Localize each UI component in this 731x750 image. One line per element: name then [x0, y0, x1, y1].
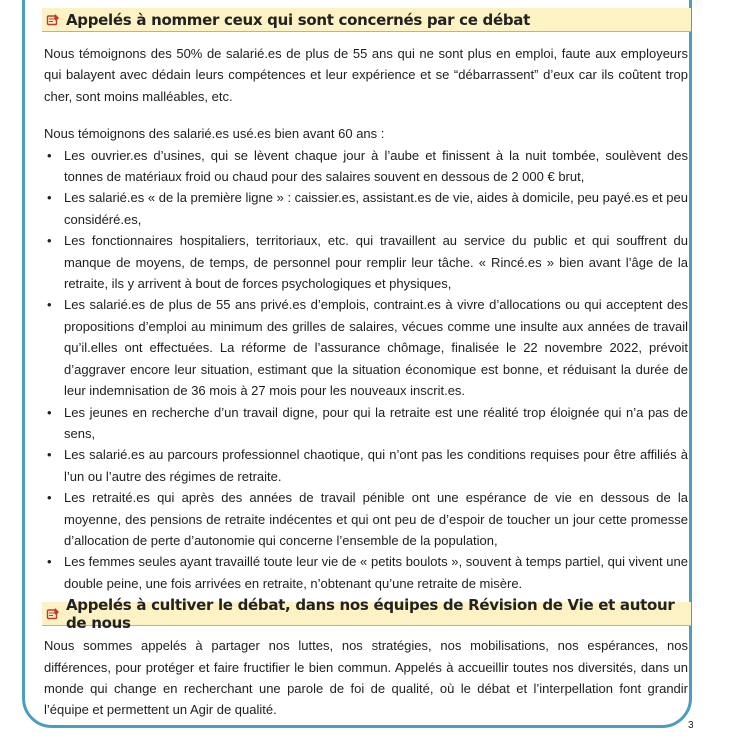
- list-item-text: Les salarié.es « de la première ligne » : caissier.es, assistant.es de vie, aides à domicile, peu payé.es et peu considéré.es,: [64, 190, 688, 227]
- list-item: [44, 187, 688, 230]
- concerned-list: [44, 145, 688, 595]
- list-item: [44, 294, 688, 401]
- list-item: [44, 230, 688, 294]
- list-item-text: Les salarié.es de plus de 55 ans privé.es d’emplois, contraint.es à vivre d’allocations ou qui acceptent des propositions d’emploi au minimum des grilles de salaires, vécues comme une insulte aux années de travail qu’il.elles ont effectuées. La réforme de l’assurance chômage, finalisée le 22 novembre 2022, prévoit d’aggraver encore leur situation, estimant que la situation économique est bonne, et réduisant la durée de leur indemnisation de 36 mois à 27 mois pour les nouveaux inscrit.es.: [64, 297, 688, 399]
- bullet-icon: •: [47, 490, 52, 506]
- section-2-header: [42, 595, 691, 632]
- list-item: [44, 444, 688, 487]
- section-1-list-intro: Nous témoignons des salarié.es usé.es bien avant 60 ans :: [44, 126, 385, 142]
- list-item: [44, 402, 688, 445]
- list-item: [44, 145, 688, 188]
- bullet-icon: •: [47, 147, 52, 163]
- list-item-text: Les ouvrier.es d’usines, qui se lèvent chaque jour à l’aube et finissent à la nuit tombée, soulèvent des tonnes de matériaux froid ou chaud pour des salaires souvent en dessous de 2 000 € brut,: [64, 147, 688, 185]
- list-item-text: Les femmes seules ayant travaillé toute leur vie de « petits boulots », souvent à temps partiel, qui vivent une double peine, une fois arrivées en retraite, n’obtenant qu’une retraite de misère.: [64, 554, 688, 591]
- list-item: [44, 551, 688, 594]
- section-1-title: Appelés à nommer ceux qui sont concernés par ce débat: [66, 10, 530, 29]
- section-1-header: [42, 8, 691, 32]
- bullet-icon: •: [47, 190, 52, 206]
- section-1-intro: Nous témoignons des 50% de salarié.es de plus de 55 ans qui ne sont plus en emploi, faute aux employeurs qui balayent avec dédain leurs compétences et leur expérience et se “débarrassent” d’eux car ils coûtent trop cher, sont moins malléables, etc.: [44, 46, 688, 104]
- bullet-icon: •: [47, 447, 52, 463]
- bullet-icon: •: [47, 404, 52, 420]
- page-number: 3: [688, 720, 694, 731]
- bullet-icon: •: [47, 297, 52, 313]
- list-item: [44, 487, 688, 551]
- writing-hand-icon: [46, 13, 60, 27]
- bullet-icon: •: [47, 554, 52, 570]
- list-item-text: Les retraité.es qui après des années de travail pénible ont une espérance de vie en dessous de la moyenne, des pensions de retraite indécentes et qui ont peu de d’espoir de toucher un jour cette promesse d’allocation de perte d’autonomie qui concerne l’ensemble de la population,: [64, 490, 688, 548]
- writing-hand-icon: [46, 607, 60, 621]
- page-content: [44, 8, 688, 721]
- bullet-icon: •: [47, 233, 52, 249]
- section-2-paragraph: Nous sommes appelés à partager nos luttes, nos stratégies, nos mobilisations, nos espérances, nos différences, pour protéger et faire fructifier le bien commun. Appelés à accueillir toutes nos diversités, dans un monde qui change en recherchant une parole de foi de qualité, où le débat et l’interpellation font grandir l’équipe et permettent un Agir de qualité.: [44, 638, 688, 718]
- list-item-text: Les jeunes en recherche d’un travail digne, pour qui la retraite est une réalité trop éloignée qui n’a pas de sens,: [64, 404, 688, 441]
- list-item-text: Les fonctionnaires hospitaliers, territoriaux, etc. qui travaillent au service du public et qui souffrent du manque de moyens, de temps, de personnel pour remplir leur tâche. « Rincé.es » bien avant l’âge de la retraite, ils y arrivent à bout de forces psychologiques et physiques,: [64, 233, 688, 292]
- list-item-text: Les salarié.es au parcours professionnel chaotique, qui n’ont pas les conditions requises pour être affiliés à l’un ou l’autre des régimes de retraite.: [64, 447, 688, 484]
- section-2-title: Appelés à cultiver le débat, dans nos équipes de Révision de Vie et autour de nous: [66, 595, 675, 632]
